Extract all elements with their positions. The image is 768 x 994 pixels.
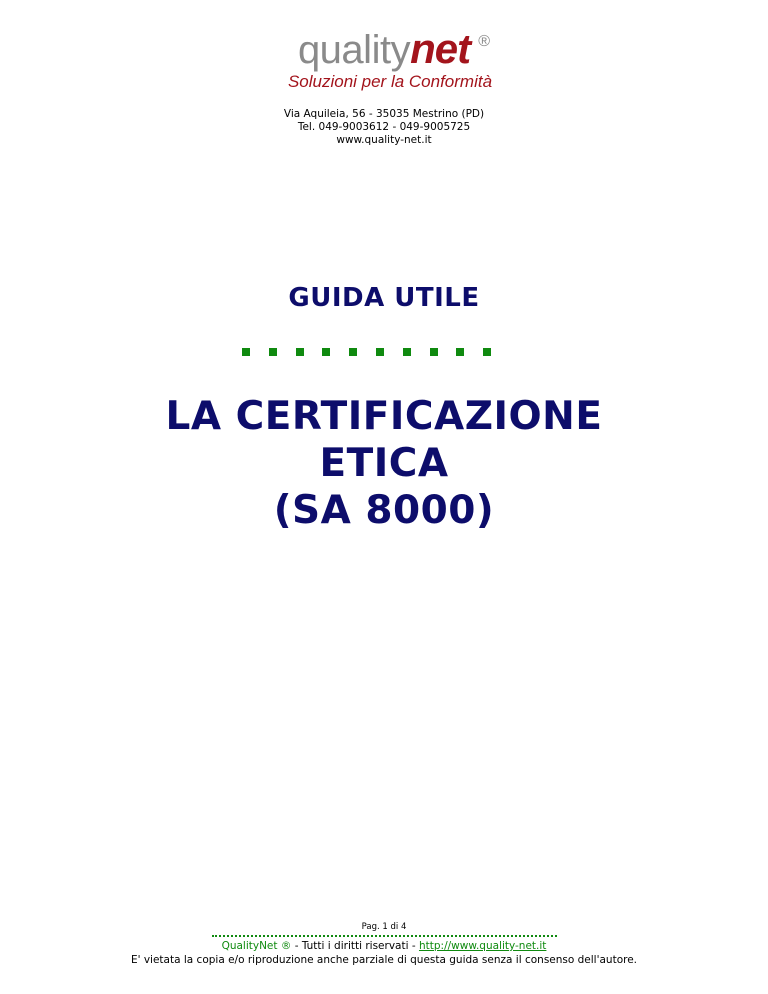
divider-dots xyxy=(242,348,491,356)
divider-dot xyxy=(269,348,277,356)
registered-mark: ® xyxy=(478,33,491,50)
footer-copyright xyxy=(0,939,768,953)
footer-disclaimer: E' vietata la copia e/o riproduzione anche parziale di questa guida senza il consenso dell'autore. xyxy=(130,954,638,966)
footer-divider xyxy=(212,935,557,937)
address-website: www.quality-net.it xyxy=(336,134,432,146)
divider-dot xyxy=(349,348,357,356)
footer-brand: QualityNet ® xyxy=(221,940,292,952)
address-phone: Tel. 049-9003612 - 049-9005725 xyxy=(297,121,471,133)
footer-website-link[interactable]: http://www.quality-net.it xyxy=(418,940,547,952)
guide-title: GUIDA UTILE xyxy=(288,283,480,313)
divider-dot xyxy=(322,348,330,356)
title-line-1: LA CERTIFICAZIONE xyxy=(165,394,603,439)
logo-wordmark xyxy=(297,25,491,72)
divider-dot xyxy=(403,348,411,356)
logo-tagline: Soluzioni per la Conformità xyxy=(287,72,493,91)
divider-dot xyxy=(456,348,464,356)
divider-dot xyxy=(376,348,384,356)
logo-word-quality: quality xyxy=(297,28,411,72)
title-line-2: ETICA xyxy=(319,441,449,486)
title-line-3: (SA 8000) xyxy=(273,488,495,533)
divider-dot xyxy=(430,348,438,356)
divider-dot xyxy=(483,348,491,356)
document-title xyxy=(0,393,768,534)
address-street: Via Aquileia, 56 - 35035 Mestrino (PD) xyxy=(283,108,485,120)
divider-dot xyxy=(296,348,304,356)
company-address xyxy=(0,108,768,147)
page-footer xyxy=(0,922,768,967)
page-number: Pag. 1 di 4 xyxy=(361,922,407,932)
company-logo xyxy=(0,25,768,72)
footer-rights: - Tutti i diritti riservati - xyxy=(291,940,419,952)
logo-word-net: net xyxy=(410,25,471,72)
divider-dot xyxy=(242,348,250,356)
